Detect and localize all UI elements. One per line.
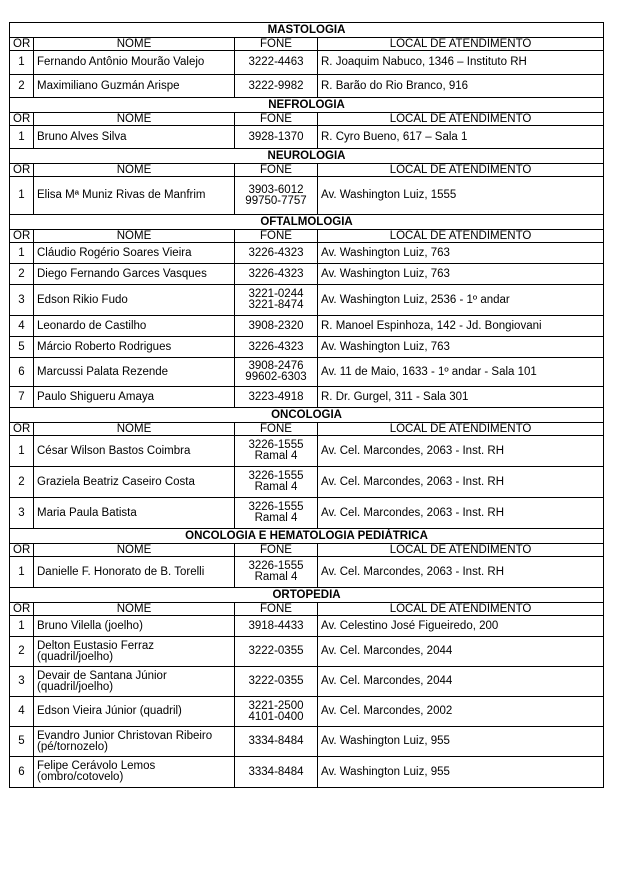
section-title: OFTALMOLOGIA bbox=[10, 215, 604, 230]
table-row bbox=[10, 51, 604, 75]
column-header-row bbox=[10, 113, 604, 126]
cell-or: 3 bbox=[10, 498, 34, 529]
cell-nome bbox=[34, 557, 235, 588]
cell-nome bbox=[34, 243, 235, 264]
cell-fone bbox=[235, 51, 318, 75]
nome-line: Fernando Antônio Mourão Valejo bbox=[37, 56, 205, 68]
header-local: LOCAL DE ATENDIMENTO bbox=[318, 230, 604, 243]
nome-line: Maria Paula Batista bbox=[37, 506, 137, 519]
section-title: ONCOLOGIA E HEMATOLOGIA PEDIÁTRICA bbox=[10, 529, 604, 544]
cell-fone bbox=[235, 616, 318, 637]
fone-line: 3222-4463 bbox=[248, 56, 304, 68]
fone-line: 3908-2320 bbox=[248, 319, 304, 332]
cell-local: R. Manoel Espinhoza, 142 - Jd. Bongiovani bbox=[318, 316, 604, 337]
table-row bbox=[10, 177, 604, 215]
cell-local: Av. Cel. Marcondes, 2044 bbox=[318, 667, 604, 697]
header-or: OR bbox=[10, 38, 34, 51]
cell-fone bbox=[235, 177, 318, 215]
nome-line: (quadril/joelho) bbox=[37, 680, 114, 693]
column-header-row bbox=[10, 544, 604, 557]
fone-line: 3918-4433 bbox=[248, 619, 304, 632]
cell-local: Av. Washington Luiz, 763 bbox=[318, 243, 604, 264]
cell-local: Av. Washington Luiz, 2536 - 1º andar bbox=[318, 285, 604, 316]
column-header-row bbox=[10, 423, 604, 436]
header-nome: NOME bbox=[34, 113, 235, 126]
nome-line: (quadril/joelho) bbox=[37, 650, 114, 663]
cell-fone bbox=[235, 243, 318, 264]
cell-fone bbox=[235, 757, 318, 788]
cell-local: R. Barão do Rio Branco, 916 bbox=[318, 75, 604, 98]
table-row bbox=[10, 498, 604, 529]
fone-line: 3903-6012 bbox=[248, 183, 304, 196]
cell-local: Av. Cel. Marcondes, 2063 - Inst. RH bbox=[318, 498, 604, 529]
cell-or: 5 bbox=[10, 727, 34, 757]
nome-line: Paulo Shigueru Amaya bbox=[37, 390, 154, 403]
section-title: ORTOPEDIA bbox=[10, 588, 604, 603]
nome-line: Cláudio Rogério Soares Vieira bbox=[37, 246, 192, 259]
fone-line: 3226-1555 bbox=[248, 470, 304, 482]
table-row bbox=[10, 667, 604, 697]
cell-local: Av. Washington Luiz, 763 bbox=[318, 337, 604, 358]
nome-line: Graziela Beatriz Caseiro Costa bbox=[37, 475, 195, 488]
cell-or: 1 bbox=[10, 126, 34, 149]
section-row bbox=[10, 23, 604, 38]
cell-fone bbox=[235, 285, 318, 316]
fone-line: 3928-1370 bbox=[248, 130, 304, 143]
nome-line: Diego Fernando Garces Vasques bbox=[37, 267, 207, 280]
table-row bbox=[10, 358, 604, 387]
cell-or: 1 bbox=[10, 616, 34, 637]
fone-line: 3222-0355 bbox=[248, 675, 304, 687]
cell-fone bbox=[235, 264, 318, 285]
cell-fone bbox=[235, 436, 318, 467]
section-title: NEUROLOGIA bbox=[10, 149, 604, 164]
table-row bbox=[10, 264, 604, 285]
cell-or: 7 bbox=[10, 387, 34, 408]
fone-line: 3221-2500 bbox=[248, 699, 304, 712]
fone-line: 3334-8484 bbox=[248, 735, 304, 747]
table-row bbox=[10, 557, 604, 588]
table-row bbox=[10, 243, 604, 264]
table-row bbox=[10, 387, 604, 408]
cell-or: 2 bbox=[10, 75, 34, 98]
fone-line: 3222-0355 bbox=[248, 645, 304, 657]
table-row bbox=[10, 757, 604, 788]
section-title: ONCOLOGIA bbox=[10, 408, 604, 423]
cell-fone bbox=[235, 557, 318, 588]
cell-local: Av. Cel. Marcondes, 2063 - Inst. RH bbox=[318, 436, 604, 467]
cell-fone bbox=[235, 697, 318, 727]
fone-line: 3222-9982 bbox=[248, 79, 304, 92]
header-local: LOCAL DE ATENDIMENTO bbox=[318, 113, 604, 126]
cell-or: 5 bbox=[10, 337, 34, 358]
fone-line: 3226-4323 bbox=[248, 267, 304, 280]
fone-line: Ramal 4 bbox=[254, 481, 298, 493]
header-fone: FONE bbox=[235, 38, 318, 51]
cell-local: Av. Cel. Marcondes, 2044 bbox=[318, 637, 604, 667]
specialists-directory bbox=[9, 22, 603, 788]
nome-line: Bruno Vilella (joelho) bbox=[37, 619, 143, 632]
nome-line: Edson Vieira Júnior (quadril) bbox=[37, 705, 182, 717]
header-fone: FONE bbox=[235, 544, 318, 557]
table-row bbox=[10, 316, 604, 337]
cell-fone bbox=[235, 727, 318, 757]
header-local: LOCAL DE ATENDIMENTO bbox=[318, 544, 604, 557]
fone-line: 4101-0400 bbox=[248, 710, 304, 723]
cell-or: 2 bbox=[10, 637, 34, 667]
header-or: OR bbox=[10, 423, 34, 436]
header-local: LOCAL DE ATENDIMENTO bbox=[318, 603, 604, 616]
nome-line: Edson Rikio Fudo bbox=[37, 293, 128, 306]
cell-local: Av. Washington Luiz, 1555 bbox=[318, 177, 604, 215]
table-row bbox=[10, 616, 604, 637]
nome-line: (pé/tornozelo) bbox=[37, 740, 108, 753]
cell-nome bbox=[34, 358, 235, 387]
header-nome: NOME bbox=[34, 544, 235, 557]
header-nome: NOME bbox=[34, 423, 235, 436]
fone-line: 3226-1555 bbox=[248, 501, 304, 513]
nome-line: César Wilson Bastos Coimbra bbox=[37, 444, 191, 457]
section-row bbox=[10, 215, 604, 230]
cell-or: 6 bbox=[10, 757, 34, 788]
cell-nome bbox=[34, 436, 235, 467]
header-fone: FONE bbox=[235, 113, 318, 126]
nome-line: Elisa Mª Muniz Rivas de Manfrim bbox=[37, 189, 206, 201]
fone-line: 3221-8474 bbox=[248, 299, 304, 311]
cell-or: 3 bbox=[10, 285, 34, 316]
column-header-row bbox=[10, 230, 604, 243]
cell-nome bbox=[34, 51, 235, 75]
section-row bbox=[10, 98, 604, 113]
header-nome: NOME bbox=[34, 38, 235, 51]
table-row bbox=[10, 637, 604, 667]
table-row bbox=[10, 467, 604, 498]
cell-nome bbox=[34, 667, 235, 697]
fone-line: 3223-4918 bbox=[248, 390, 304, 403]
cell-fone bbox=[235, 316, 318, 337]
header-or: OR bbox=[10, 164, 34, 177]
cell-fone bbox=[235, 387, 318, 408]
cell-or: 2 bbox=[10, 264, 34, 285]
section-row bbox=[10, 408, 604, 423]
cell-nome bbox=[34, 337, 235, 358]
cell-nome bbox=[34, 126, 235, 149]
nome-line: Marcussi Palata Rezende bbox=[37, 365, 169, 378]
cell-fone bbox=[235, 126, 318, 149]
nome-line: Bruno Alves Silva bbox=[37, 130, 127, 143]
table-row bbox=[10, 126, 604, 149]
cell-or: 1 bbox=[10, 436, 34, 467]
fone-line: Ramal 4 bbox=[254, 512, 298, 524]
header-nome: NOME bbox=[34, 230, 235, 243]
fone-line: 3226-1555 bbox=[248, 560, 304, 572]
fone-line: 3226-1555 bbox=[248, 439, 304, 451]
cell-or: 2 bbox=[10, 467, 34, 498]
cell-or: 3 bbox=[10, 667, 34, 697]
cell-local: Av. 11 de Maio, 1633 - 1º andar - Sala 101 bbox=[318, 358, 604, 387]
cell-fone bbox=[235, 467, 318, 498]
cell-nome bbox=[34, 727, 235, 757]
cell-nome bbox=[34, 177, 235, 215]
fone-line: Ramal 4 bbox=[254, 571, 298, 583]
cell-nome bbox=[34, 697, 235, 727]
header-local: LOCAL DE ATENDIMENTO bbox=[318, 38, 604, 51]
nome-line: Delton Eustasio Ferraz bbox=[37, 639, 154, 652]
header-nome: NOME bbox=[34, 603, 235, 616]
cell-local: Av. Washington Luiz, 763 bbox=[318, 264, 604, 285]
column-header-row bbox=[10, 38, 604, 51]
nome-line: Maximiliano Guzmán Arispe bbox=[37, 79, 180, 92]
cell-or: 6 bbox=[10, 358, 34, 387]
cell-nome bbox=[34, 498, 235, 529]
fone-line: Ramal 4 bbox=[254, 450, 298, 462]
cell-fone bbox=[235, 75, 318, 98]
column-header-row bbox=[10, 603, 604, 616]
cell-nome bbox=[34, 757, 235, 788]
header-or: OR bbox=[10, 603, 34, 616]
cell-nome bbox=[34, 285, 235, 316]
cell-nome bbox=[34, 637, 235, 667]
cell-local: Av. Cel. Marcondes, 2002 bbox=[318, 697, 604, 727]
nome-line: Evandro Junior Christovan Ribeiro bbox=[37, 729, 213, 742]
header-or: OR bbox=[10, 544, 34, 557]
cell-nome bbox=[34, 264, 235, 285]
cell-nome bbox=[34, 616, 235, 637]
cell-local: R. Joaquim Nabuco, 1346 – Instituto RH bbox=[318, 51, 604, 75]
table-row bbox=[10, 436, 604, 467]
nome-line: Danielle F. Honorato de B. Torelli bbox=[37, 565, 205, 578]
header-local: LOCAL DE ATENDIMENTO bbox=[318, 423, 604, 436]
cell-fone bbox=[235, 637, 318, 667]
cell-nome bbox=[34, 75, 235, 98]
table-row bbox=[10, 727, 604, 757]
fone-line: 3226-4323 bbox=[248, 246, 304, 259]
section-row bbox=[10, 588, 604, 603]
cell-local: Av. Cel. Marcondes, 2063 - Inst. RH bbox=[318, 557, 604, 588]
nome-line: Leonardo de Castilho bbox=[37, 319, 147, 332]
fone-line: 3908-2476 bbox=[248, 360, 304, 372]
section-title: NEFROLOGIA bbox=[10, 98, 604, 113]
fone-line: 3221-0244 bbox=[248, 288, 304, 300]
section-row bbox=[10, 149, 604, 164]
header-local: LOCAL DE ATENDIMENTO bbox=[318, 164, 604, 177]
header-or: OR bbox=[10, 113, 34, 126]
header-fone: FONE bbox=[235, 164, 318, 177]
fone-line: 99602-6303 bbox=[245, 371, 307, 383]
cell-nome bbox=[34, 467, 235, 498]
fone-line: 99750-7757 bbox=[245, 194, 307, 207]
table-row bbox=[10, 697, 604, 727]
cell-or: 1 bbox=[10, 243, 34, 264]
cell-local: Av. Celestino José Figueiredo, 200 bbox=[318, 616, 604, 637]
cell-local: Av. Washington Luiz, 955 bbox=[318, 757, 604, 788]
fone-line: 3226-4323 bbox=[248, 340, 304, 353]
cell-or: 4 bbox=[10, 316, 34, 337]
cell-local: Av. Washington Luiz, 955 bbox=[318, 727, 604, 757]
header-fone: FONE bbox=[235, 423, 318, 436]
header-or: OR bbox=[10, 230, 34, 243]
nome-line: Felipe Cerávolo Lemos bbox=[37, 760, 156, 772]
cell-or: 1 bbox=[10, 51, 34, 75]
nome-line: Márcio Roberto Rodrigues bbox=[37, 340, 172, 353]
cell-fone bbox=[235, 337, 318, 358]
cell-local: Av. Cel. Marcondes, 2063 - Inst. RH bbox=[318, 467, 604, 498]
cell-nome bbox=[34, 316, 235, 337]
nome-line: (ombro/cotovelo) bbox=[37, 771, 124, 783]
directory-table bbox=[9, 22, 604, 788]
column-header-row bbox=[10, 164, 604, 177]
header-nome: NOME bbox=[34, 164, 235, 177]
cell-nome bbox=[34, 387, 235, 408]
table-row bbox=[10, 337, 604, 358]
header-fone: FONE bbox=[235, 230, 318, 243]
cell-or: 1 bbox=[10, 557, 34, 588]
section-title: MASTOLOGIA bbox=[10, 23, 604, 38]
cell-fone bbox=[235, 498, 318, 529]
header-fone: FONE bbox=[235, 603, 318, 616]
cell-or: 4 bbox=[10, 697, 34, 727]
table-row bbox=[10, 75, 604, 98]
cell-local: R. Dr. Gurgel, 311 - Sala 301 bbox=[318, 387, 604, 408]
cell-local: R. Cyro Bueno, 617 – Sala 1 bbox=[318, 126, 604, 149]
nome-line: Devair de Santana Júnior bbox=[37, 669, 167, 682]
fone-line: 3334-8484 bbox=[248, 765, 304, 778]
table-row bbox=[10, 285, 604, 316]
cell-fone bbox=[235, 667, 318, 697]
section-row bbox=[10, 529, 604, 544]
cell-fone bbox=[235, 358, 318, 387]
cell-or: 1 bbox=[10, 177, 34, 215]
